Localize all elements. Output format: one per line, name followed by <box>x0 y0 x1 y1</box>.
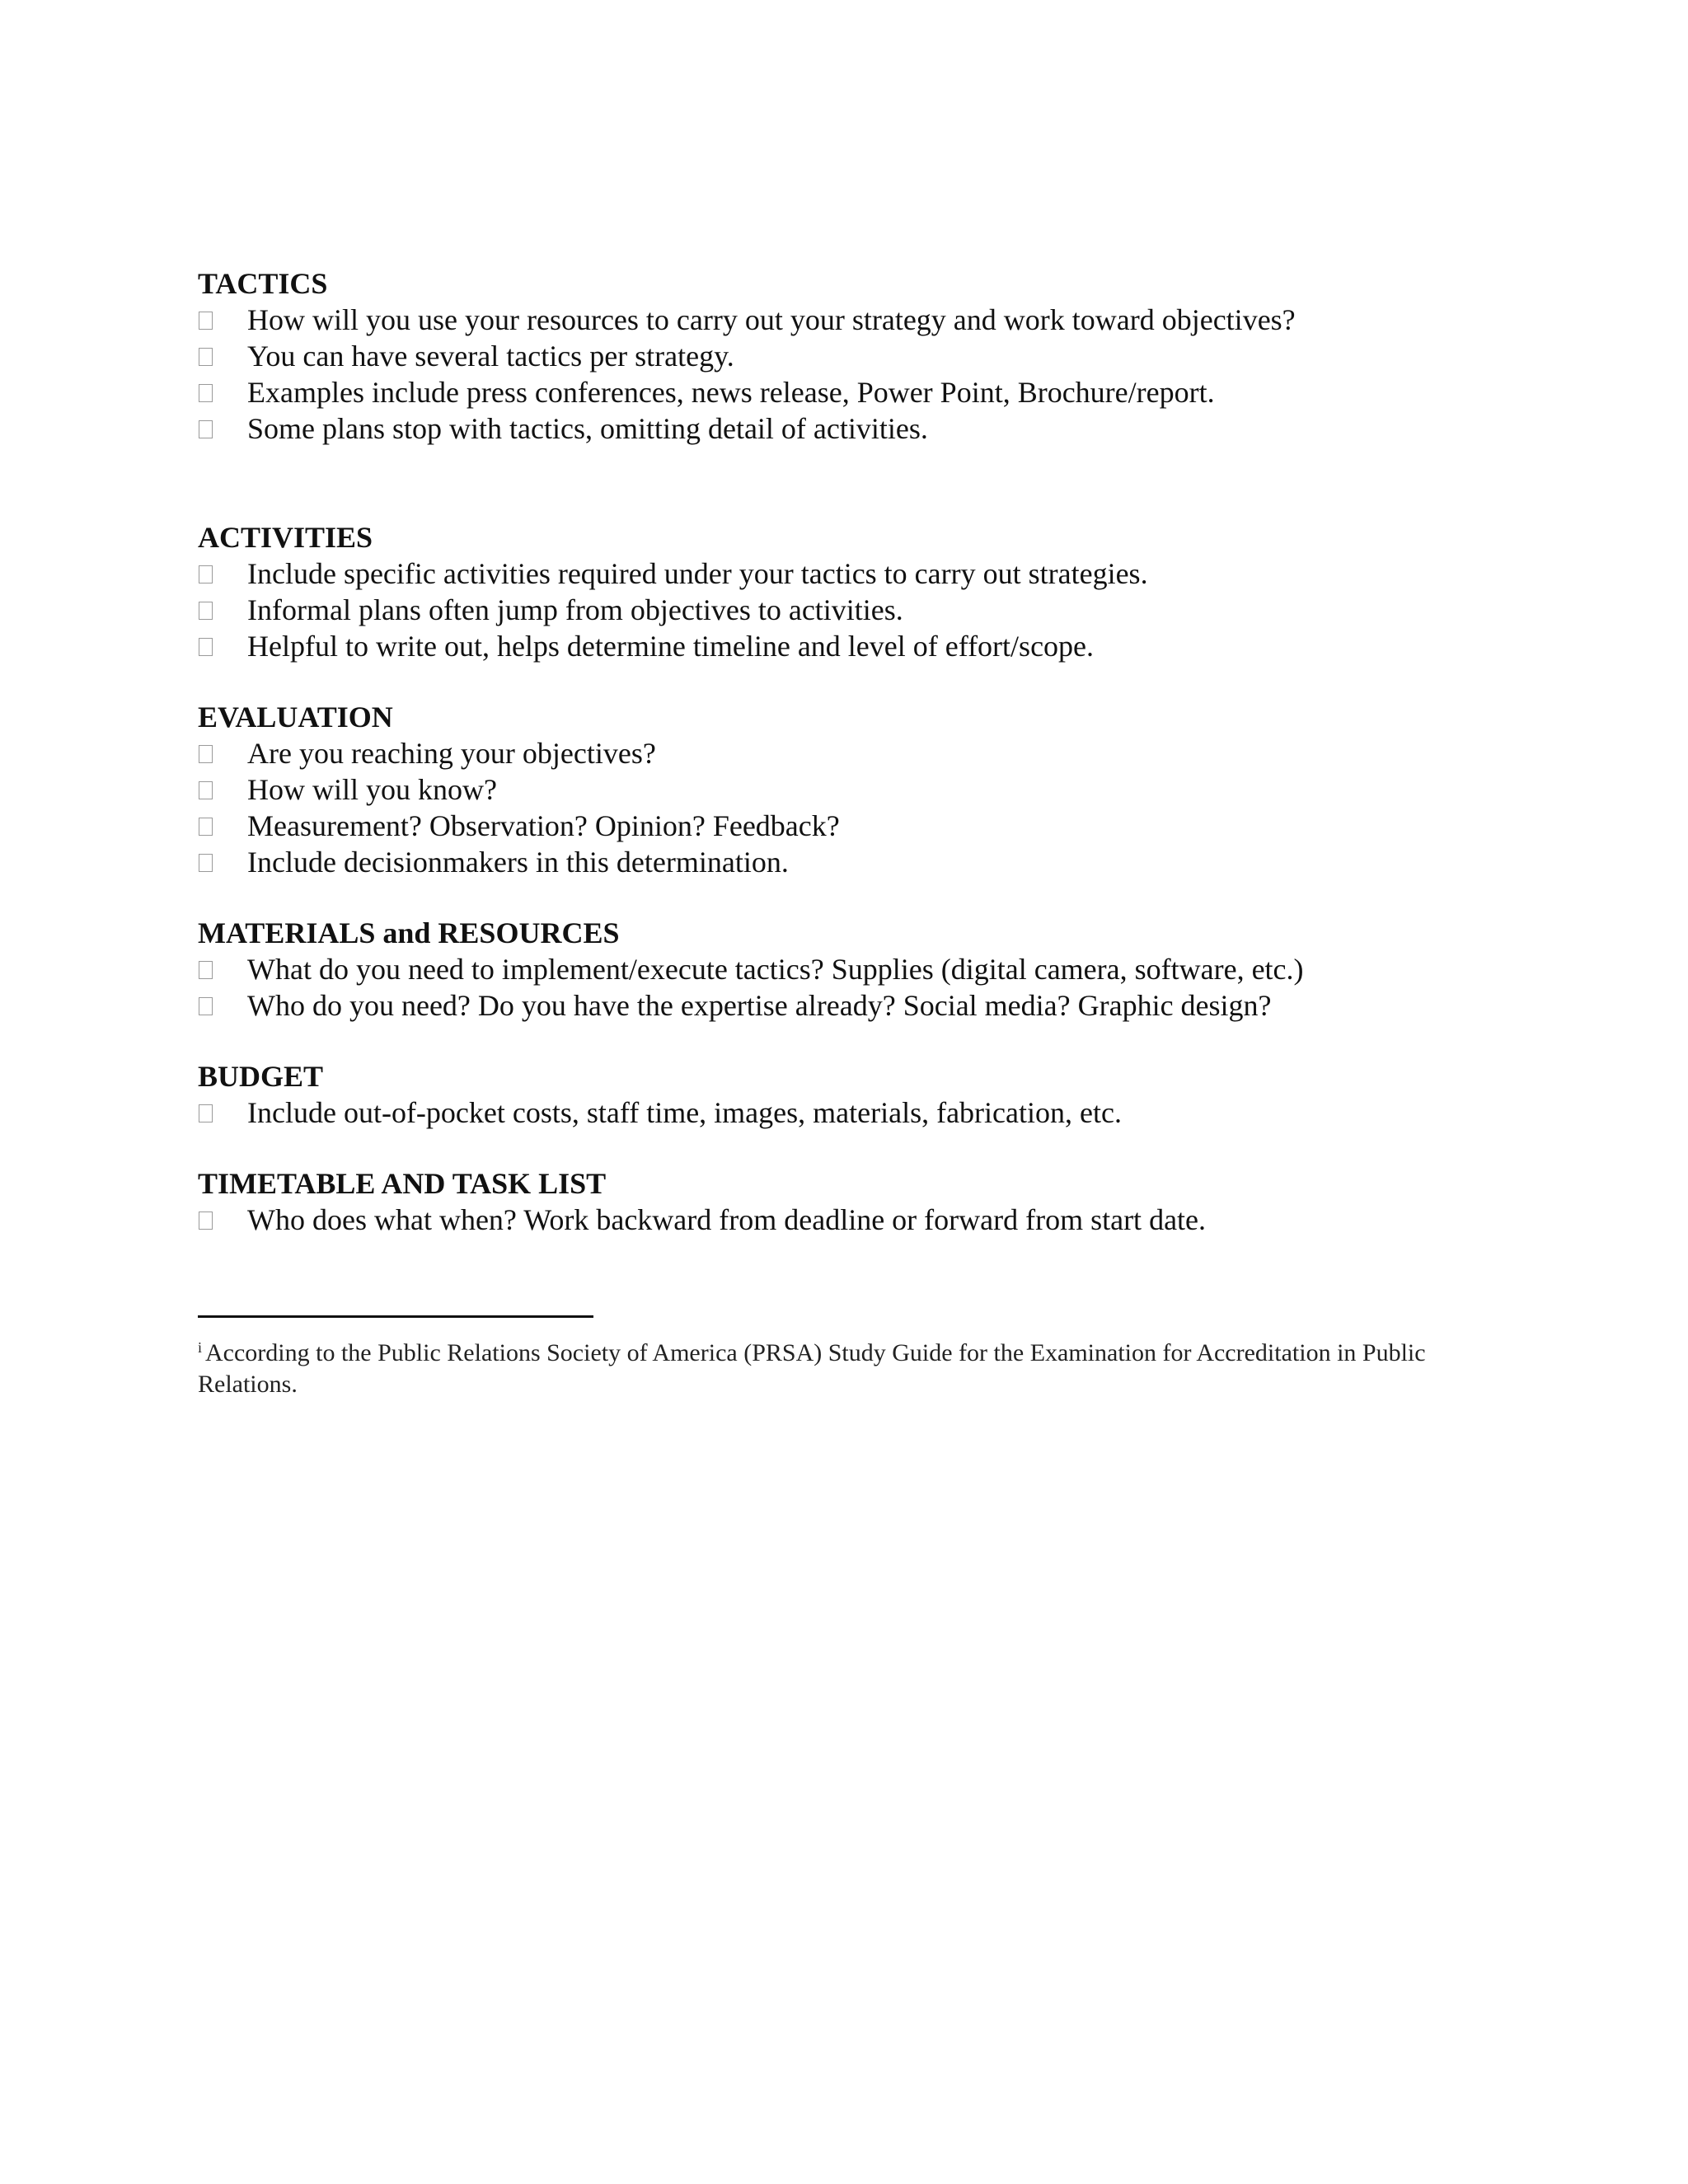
checkbox-bullet-icon <box>199 638 213 656</box>
footnote-text: According to the Public Relations Society of America (PRSA) Study Guide for the Examination for Accreditation in Public Relations. <box>198 1339 1426 1398</box>
section-heading: BUDGET <box>198 1060 324 1093</box>
checkbox-bullet-icon <box>199 781 213 799</box>
list-item-text: Some plans stop with tactics, omitting detail of activities. <box>247 412 928 445</box>
list-item <box>198 987 1484 1024</box>
section-heading: TIMETABLE AND TASK LIST <box>198 1167 607 1200</box>
checkbox-bullet-icon <box>199 384 213 402</box>
list-item <box>198 735 1484 771</box>
checkbox-bullet-icon <box>199 854 213 872</box>
checkbox-bullet-icon <box>199 1212 213 1230</box>
section-timetable-and-task-list <box>198 1165 1484 1238</box>
footnote-divider <box>198 1315 593 1318</box>
checkbox-bullet-icon <box>199 961 213 979</box>
checkbox-bullet-icon <box>199 565 213 583</box>
footnote <box>198 1332 1484 1400</box>
section-heading: EVALUATION <box>198 701 393 733</box>
checkbox-bullet-icon <box>199 312 213 330</box>
list-item-text: Informal plans often jump from objectives to activities. <box>247 593 903 626</box>
list-item-text: Examples include press conferences, news release, Power Point, Brochure/report. <box>247 376 1215 409</box>
footnote-marker: i <box>198 1339 203 1356</box>
list-item <box>198 592 1484 628</box>
list-item <box>198 410 1484 447</box>
list-item <box>198 808 1484 844</box>
list-item-text: Helpful to write out, helps determine timeline and level of effort/scope. <box>247 630 1095 663</box>
list-item-text: Include specific activities required under your tactics to carry out strategies. <box>247 557 1148 590</box>
section-activities <box>198 519 1484 664</box>
list-item <box>198 1094 1484 1131</box>
list-item-text: How will you know? <box>247 773 497 806</box>
section-evaluation <box>198 699 1484 880</box>
list-item-text: Include decisionmakers in this determination. <box>247 846 789 879</box>
list-item <box>198 302 1484 338</box>
list-item-text: Include out-of-pocket costs, staff time, images, materials, fabrication, etc. <box>247 1096 1122 1129</box>
checkbox-bullet-icon <box>199 420 213 438</box>
list-item-text: You can have several tactics per strategy. <box>247 340 734 373</box>
list-item <box>198 1202 1484 1238</box>
list-item-text: Who does what when? Work backward from deadline or forward from start date. <box>247 1203 1207 1236</box>
checkbox-bullet-icon <box>199 997 213 1015</box>
section-budget <box>198 1058 1484 1131</box>
section-heading: ACTIVITIES <box>198 521 373 554</box>
checkbox-bullet-icon <box>199 348 213 366</box>
section-heading: MATERIALS and RESOURCES <box>198 916 620 949</box>
list-item <box>198 628 1484 664</box>
list-item-text: What do you need to implement/execute tactics? Supplies (digital camera, software, etc.) <box>247 953 1304 986</box>
document-body <box>198 265 1484 1238</box>
checkbox-bullet-icon <box>199 745 213 763</box>
checkbox-bullet-icon <box>199 818 213 836</box>
list-item <box>198 374 1484 410</box>
list-item-text: Are you reaching your objectives? <box>247 737 656 770</box>
section-tactics <box>198 265 1484 447</box>
list-item <box>198 951 1484 987</box>
checkbox-bullet-icon <box>199 1104 213 1122</box>
list-item <box>198 338 1484 374</box>
list-item-text: How will you use your resources to carry out your strategy and work toward objectives? <box>247 303 1296 336</box>
list-item <box>198 555 1484 592</box>
checkbox-bullet-icon <box>199 602 213 620</box>
section-materials-and-resources <box>198 915 1484 1024</box>
list-item-text: Measurement? Observation? Opinion? Feedback? <box>247 809 840 842</box>
list-item <box>198 844 1484 880</box>
section-heading: TACTICS <box>198 267 328 300</box>
list-item-text: Who do you need? Do you have the expertise already? Social media? Graphic design? <box>247 989 1272 1022</box>
list-item <box>198 771 1484 808</box>
